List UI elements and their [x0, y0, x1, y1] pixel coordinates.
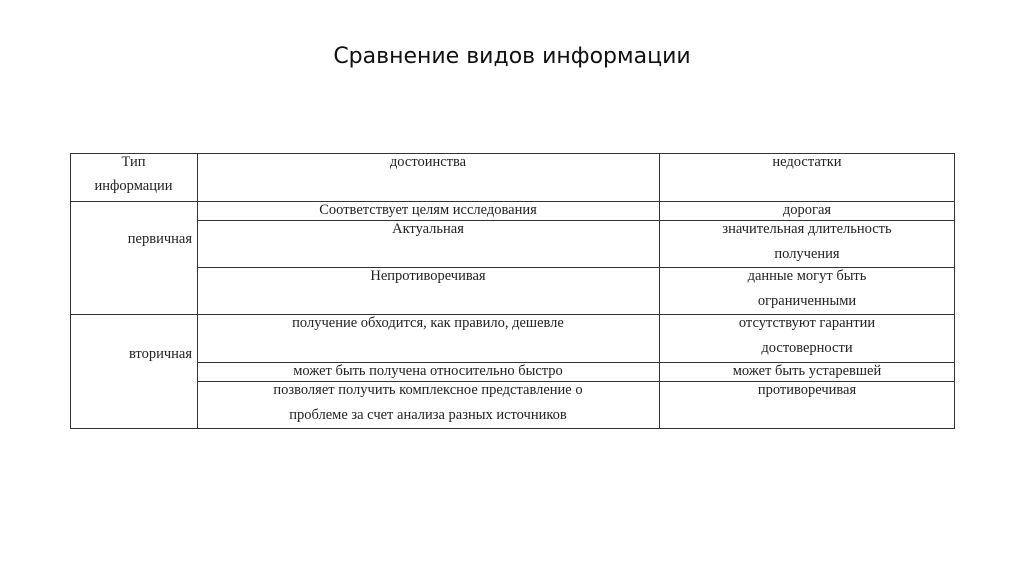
- advantage-cell: Непротиворечивая: [370, 268, 486, 284]
- advantage-line: позволяет получить комплексное представление о: [273, 382, 583, 398]
- type-primary: первичная: [127, 231, 192, 247]
- disadvantage-line: отсутствуют гарантии: [738, 315, 876, 331]
- disadvantage-line: достоверности: [761, 340, 853, 356]
- header-type-line-2: информации: [94, 178, 173, 194]
- type-secondary: вторичная: [128, 346, 192, 362]
- disadvantage-cell: дорогая: [782, 202, 832, 218]
- header-advantages: достоинства: [389, 154, 467, 170]
- header-disadvantages: недостатки: [772, 154, 842, 170]
- disadvantage-line: получения: [774, 246, 840, 262]
- header-type-line-1: Тип: [121, 154, 146, 170]
- slide-title: Сравнение видов информации: [333, 44, 691, 69]
- advantage-cell: Актуальная: [392, 221, 464, 237]
- disadvantage-line: значительная длительность: [722, 221, 892, 237]
- advantage-cell: Соответствует целям исследования: [319, 202, 537, 218]
- disadvantage-cell: [659, 309, 955, 363]
- disadvantage-cell: противоречивая: [757, 382, 857, 398]
- disadvantage-cell: [659, 262, 955, 316]
- comparison-table: [70, 153, 955, 429]
- advantage-cell: [197, 376, 659, 430]
- disadvantage-cell: может быть устаревшей: [732, 363, 882, 379]
- advantage-line: проблеме за счет анализа разных источников: [289, 407, 567, 423]
- header-type: [70, 148, 197, 201]
- advantage-cell: получение обходится, как правило, дешевле: [292, 315, 564, 331]
- disadvantage-line: данные могут быть: [747, 268, 867, 284]
- advantage-cell: может быть получена относительно быстро: [293, 363, 563, 379]
- disadvantage-line: ограниченными: [757, 293, 857, 309]
- disadvantage-cell: [659, 215, 955, 269]
